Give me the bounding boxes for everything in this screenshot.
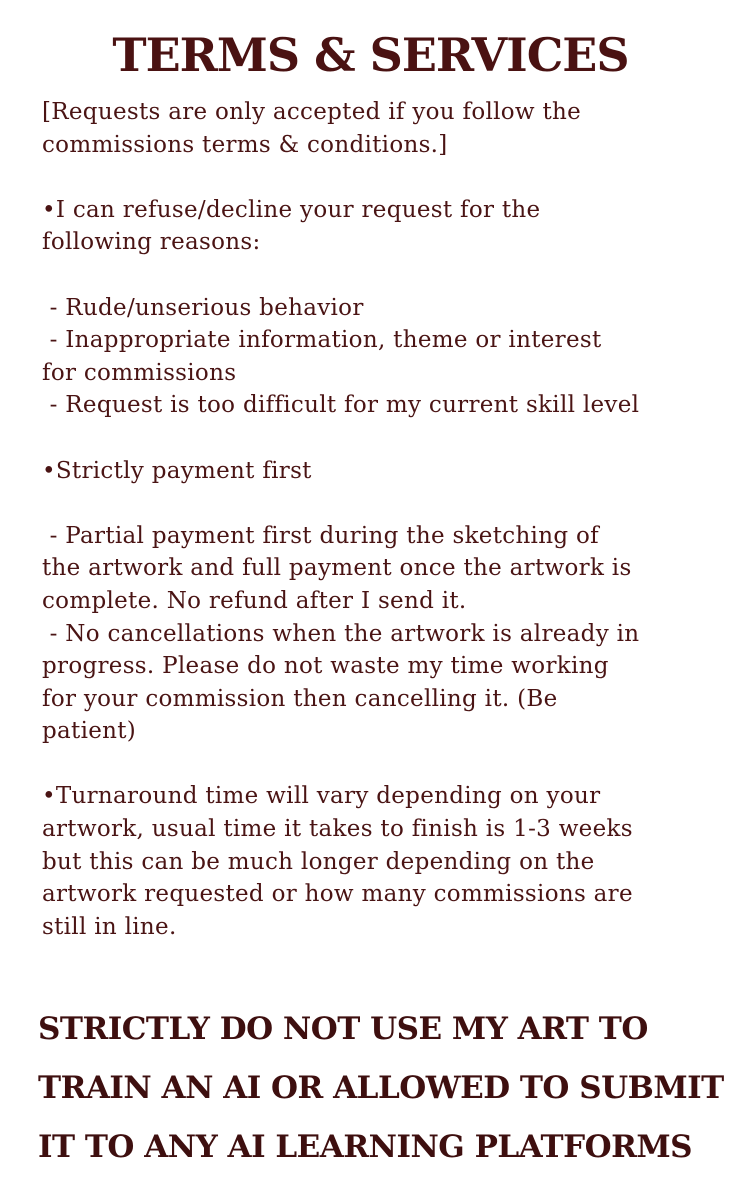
- terms-line: commissions terms & conditions.]: [42, 131, 448, 158]
- terms-line: - Partial payment first during the sketching of: [42, 522, 599, 549]
- terms-line: [42, 748, 702, 781]
- ai-warning-line: IT TO ANY AI LEARNING PLATFORMS: [38, 1129, 693, 1165]
- terms-line: •Strictly payment first: [42, 457, 312, 484]
- terms-line: the artwork and full payment once the artwork is: [42, 555, 632, 582]
- ai-warning: [38, 1000, 728, 1177]
- ai-warning-line: STRICTLY DO NOT USE MY ART TO: [38, 1011, 648, 1047]
- terms-line: following reasons:: [42, 229, 261, 256]
- ai-warning-line: TRAIN AN AI OR ALLOWED TO SUBMIT: [38, 1070, 724, 1106]
- terms-line: [42, 422, 702, 455]
- terms-line: - Request is too difficult for my current skill level: [42, 392, 640, 419]
- page-title: TERMS & SERVICES: [112, 28, 629, 82]
- terms-line: artwork requested or how many commissions are: [42, 881, 633, 908]
- terms-line: [42, 161, 702, 194]
- terms-line: - No cancellations when the artwork is already in: [42, 620, 640, 647]
- terms-line: •I can refuse/decline your request for the: [42, 196, 541, 223]
- terms-line: [42, 259, 702, 292]
- terms-line: •Turnaround time will vary depending on your: [42, 783, 601, 810]
- terms-body: [42, 96, 702, 943]
- terms-line: - Inappropriate information, theme or interest: [42, 327, 602, 354]
- terms-line: [Requests are only accepted if you follow the: [42, 99, 582, 125]
- terms-line: but this can be much longer depending on the: [42, 848, 595, 875]
- terms-line: patient): [42, 718, 137, 745]
- terms-line: still in line.: [42, 913, 177, 940]
- terms-line: complete. No refund after I send it.: [42, 587, 467, 614]
- terms-line: [42, 487, 702, 520]
- terms-line: for commissions: [42, 359, 237, 386]
- terms-line: artwork, usual time it takes to finish is 1-3 weeks: [42, 816, 633, 843]
- terms-line: - Rude/unserious behavior: [42, 294, 364, 321]
- terms-line: for your commission then cancelling it. (Be: [42, 685, 558, 712]
- terms-line: progress. Please do not waste my time working: [42, 653, 609, 680]
